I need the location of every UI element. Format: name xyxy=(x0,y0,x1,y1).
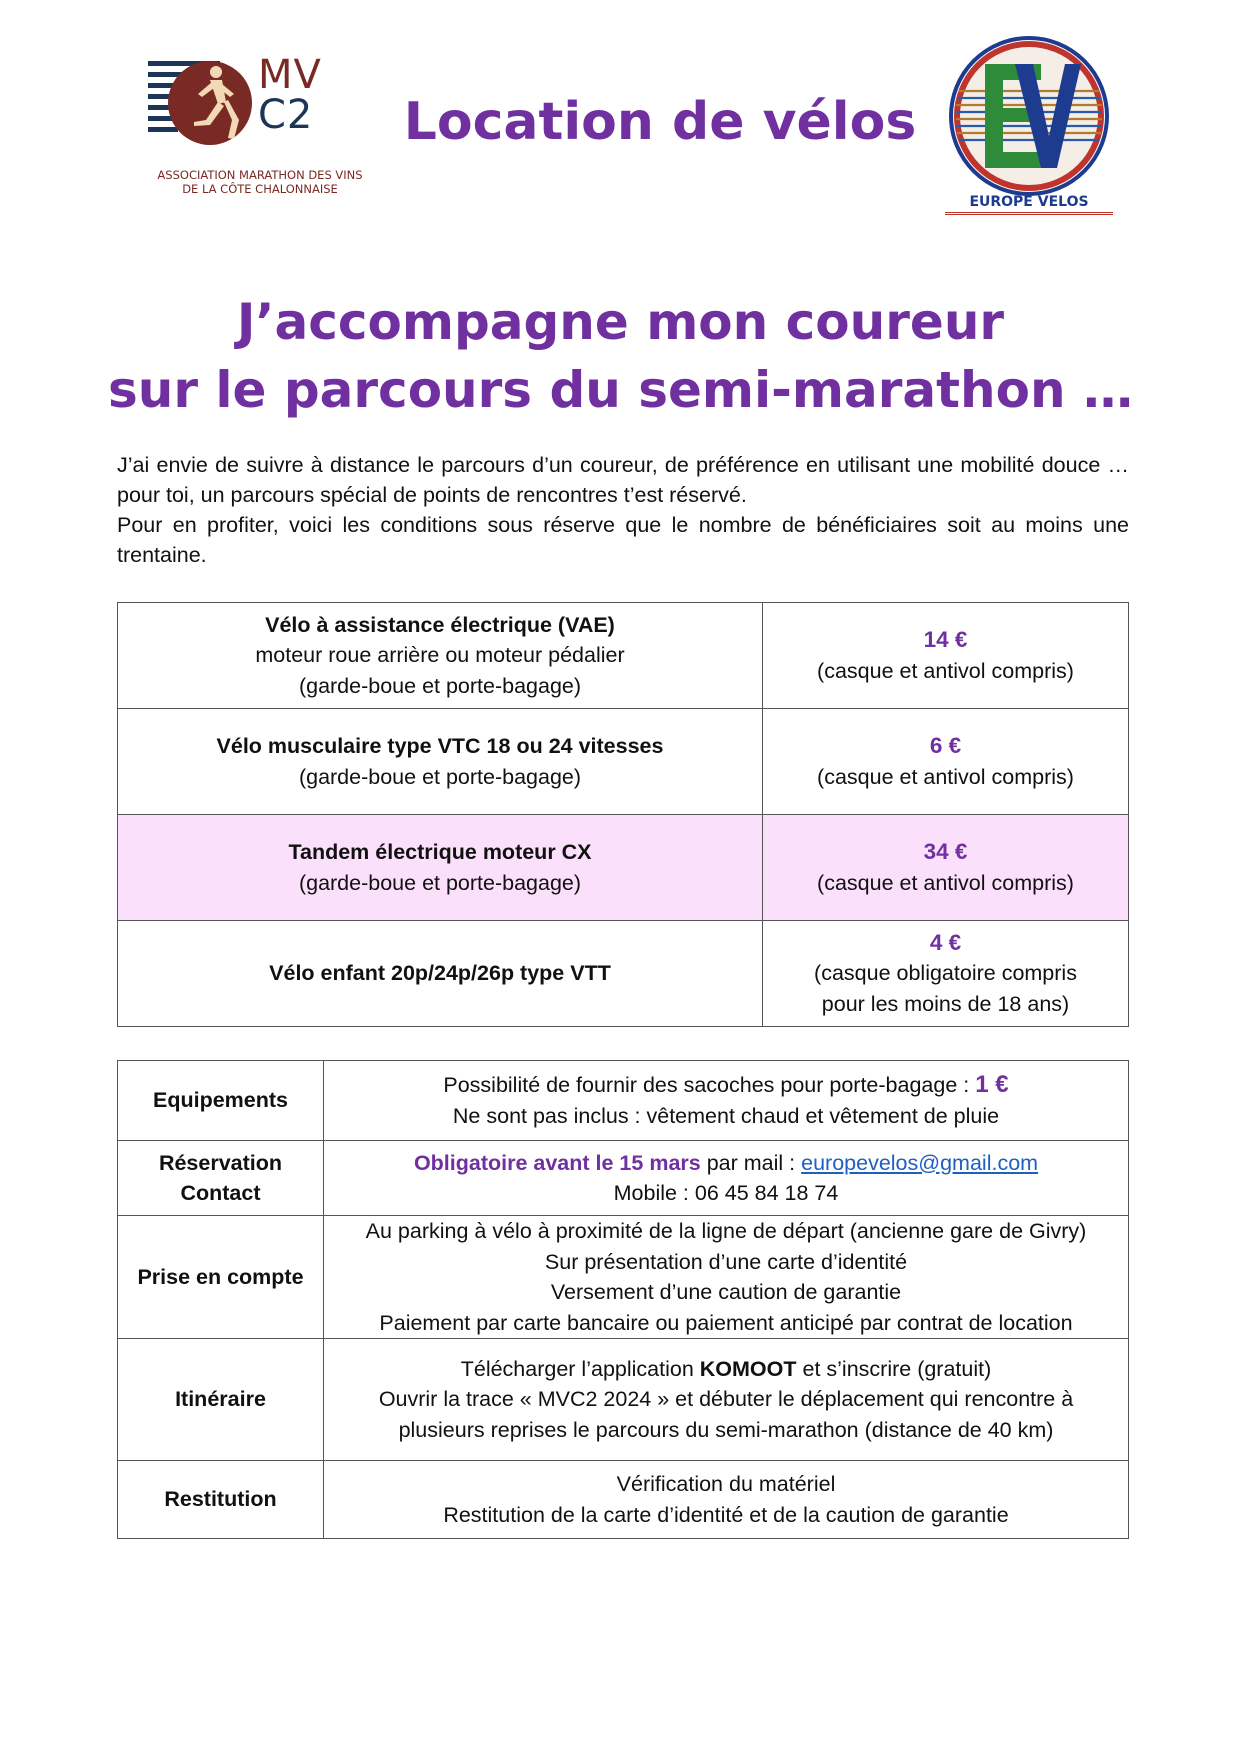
europe-velos-logo xyxy=(945,36,1113,220)
rental-table xyxy=(117,602,1129,1027)
reservation-deadline: Obligatoire avant le 15 mars xyxy=(413,1150,701,1175)
reservation-line1 xyxy=(330,1148,1122,1179)
logo-caption-line2: DE LA CÔTE CHALONNAISE xyxy=(182,182,338,196)
itineraire-line1-b: et s’inscrire (gratuit) xyxy=(802,1356,992,1381)
headline xyxy=(60,288,1181,424)
itineraire-line1-a: Télécharger l’application xyxy=(460,1356,694,1381)
rental-includes: (casque et antivol compris) xyxy=(817,870,1074,895)
reservation-label: Réservation xyxy=(158,1150,283,1175)
prise-line1: Au parking à vélo à proximité de la ligne de départ (ancienne gare de Givry) xyxy=(365,1219,1087,1243)
itineraire-line1 xyxy=(330,1354,1122,1385)
rental-detail: (garde-boue et porte-bagage) xyxy=(298,764,582,789)
table-row xyxy=(118,603,1129,709)
itineraire-line2: Ouvrir la trace « MVC2 2024 » et débuter le déplacement qui rencontre à xyxy=(378,1387,1074,1412)
rental-price-cell xyxy=(763,815,1129,921)
info-table xyxy=(117,1060,1129,1539)
rental-description xyxy=(118,921,763,1027)
intro-paragraph-1: J’ai envie de suivre à distance le parcours d’un coureur, de préférence en utilisant une mobilité douce … pour toi, un parcours spécial de points de rencontres t’est réservé. xyxy=(117,453,1129,507)
headline-line2: sur le parcours du semi-marathon … xyxy=(107,361,1134,419)
table-row xyxy=(118,1141,1129,1216)
equipements-line2: Ne sont pas inclus : vêtement chaud et vêtement de pluie xyxy=(452,1103,1000,1128)
info-value-equipements xyxy=(324,1061,1129,1141)
rental-includes: (casque et antivol compris) xyxy=(817,764,1074,789)
logo-letters-c2: C2 xyxy=(258,92,314,138)
mvc2-logo xyxy=(140,52,380,203)
logo-letters-mv: MV xyxy=(258,52,322,98)
table-row xyxy=(118,1339,1129,1461)
rental-price-cell xyxy=(763,709,1129,815)
logo-caption-europe-velos: EUROPE VELOS xyxy=(945,194,1113,215)
table-row xyxy=(118,815,1129,921)
rental-detail: (garde-boue et porte-bagage) xyxy=(298,870,582,895)
info-label-equipements: Equipements xyxy=(118,1061,324,1141)
info-value-prise-en-compte xyxy=(324,1216,1129,1339)
info-value-itineraire xyxy=(324,1339,1129,1461)
table-row xyxy=(118,921,1129,1027)
table-row xyxy=(118,1216,1129,1339)
rental-price: 34 € xyxy=(923,839,968,864)
rental-price: 14 € xyxy=(923,627,968,652)
rental-detail: moteur roue arrière ou moteur pédalier xyxy=(255,643,625,668)
prise-line2: Sur présentation d’une carte d’identité xyxy=(544,1249,908,1274)
rental-detail: (garde-boue et porte-bagage) xyxy=(298,673,582,698)
mobile-number: Mobile : 06 45 84 18 74 xyxy=(613,1181,839,1205)
rental-price: 6 € xyxy=(929,733,962,758)
info-value-reservation xyxy=(324,1141,1129,1216)
intro-text xyxy=(117,450,1129,570)
restitution-line2: Restitution de la carte d’identité et de la caution de garantie xyxy=(443,1502,1009,1527)
prise-line4: Paiement par carte bancaire ou paiement anticipé par contrat de location xyxy=(379,1310,1073,1335)
rental-description xyxy=(118,603,763,709)
app-name: KOMOOT xyxy=(699,1356,797,1381)
equipements-text: Possibilité de fournir des sacoches pour porte-bagage : xyxy=(443,1073,970,1097)
info-label-reservation xyxy=(118,1141,324,1216)
table-row xyxy=(118,709,1129,815)
rental-name: Vélo musculaire type VTC 18 ou 24 vitesses xyxy=(216,734,664,758)
info-label-prise-en-compte: Prise en compte xyxy=(118,1216,324,1339)
sacoche-price: 1 € xyxy=(975,1071,1009,1098)
intro-paragraph-2: Pour en profiter, voici les conditions sous réserve que le nombre de bénéficiaires soit au moins une trentaine. xyxy=(117,513,1129,567)
info-label-restitution: Restitution xyxy=(118,1461,324,1539)
rental-includes: (casque obligatoire compris xyxy=(814,961,1077,986)
headline-line1: J’accompagne mon coureur xyxy=(236,293,1005,351)
email-link[interactable]: europevelos@gmail.com xyxy=(801,1150,1039,1175)
rental-name: Tandem électrique moteur CX xyxy=(288,840,592,864)
rental-includes: pour les moins de 18 ans) xyxy=(821,991,1070,1016)
logo-caption-line1: ASSOCIATION MARATHON DES VINS xyxy=(157,168,363,182)
itineraire-line3: plusieurs reprises le parcours du semi-marathon (distance de 40 km) xyxy=(398,1417,1054,1442)
rental-price-cell xyxy=(763,921,1129,1027)
rental-price: 4 € xyxy=(929,929,962,955)
rental-description xyxy=(118,815,763,921)
prise-line3: Versement d’une caution de garantie xyxy=(550,1280,902,1304)
rental-name: Vélo à assistance électrique (VAE) xyxy=(265,612,615,637)
equipements-line1 xyxy=(330,1070,1122,1101)
page-title: Location de vélos xyxy=(403,92,917,152)
rental-description xyxy=(118,709,763,815)
info-value-restitution xyxy=(324,1461,1129,1539)
restitution-line1: Vérification du matériel xyxy=(616,1472,836,1496)
table-row xyxy=(118,1461,1129,1539)
by-mail-text: par mail : xyxy=(706,1150,796,1175)
info-label-itineraire: Itinéraire xyxy=(118,1339,324,1461)
rental-includes: (casque et antivol compris) xyxy=(817,658,1074,683)
table-row xyxy=(118,1061,1129,1141)
rental-price-cell xyxy=(763,603,1129,709)
contact-label: Contact xyxy=(180,1181,261,1205)
rental-name: Vélo enfant 20p/24p/26p type VTT xyxy=(269,961,611,986)
ev-emblem-icon xyxy=(945,36,1113,201)
